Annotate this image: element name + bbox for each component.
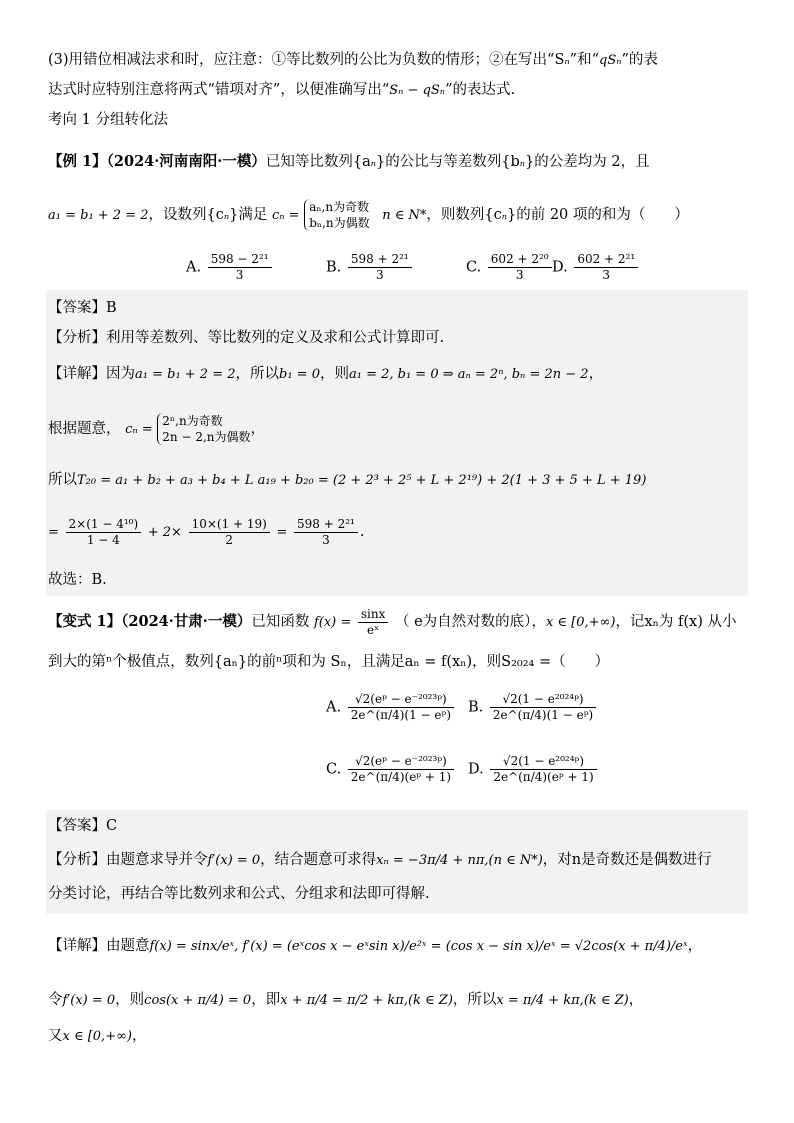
math-expr: a₁ = b₁ + 2 = 2 [48,208,149,223]
example1-option-b[interactable] [326,252,414,283]
fraction-denominator: 3 [602,268,611,282]
math-expr: + 2× [147,525,182,540]
detail-text: ， [132,1028,147,1044]
fraction-numerator: √2(eᵖ − e⁻²⁰²³ᵖ) [348,754,454,770]
math-expr: a₁ = b₁ + 2 = 2 [135,367,236,382]
variant-tag: 【变式 1】 [48,613,122,630]
math-expr: xₙ = −3π/4 + nπ,(n ∈ N*) [376,853,543,868]
fraction-denominator: 1 − 4 [86,532,120,547]
math-expr: x ∈ [0,+∞) [62,1029,132,1044]
math-expr: f′(x) = 0 [207,853,261,868]
example1-detail-line3 [48,470,646,491]
detail-text: ，则 [115,992,145,1008]
variant1-option-b[interactable] [468,692,598,723]
fraction-numerator: 598 + 2²¹ [348,252,412,268]
fraction-denominator: 3 [375,268,384,282]
fraction-numerator: √2(1 − e²⁰²⁴ᵖ) [490,692,596,708]
stem-text: ，记xₙ为 f(x) 从小 [615,614,737,630]
case-line: 2n − 2,n为偶数 [162,430,251,444]
example1-answer: 【答案】B [48,300,117,316]
math-expr: n ∈ N* [382,208,427,223]
fraction-denominator: 2e^(π/4)(1 − eᵖ) [492,708,594,722]
fraction-denominator: 2e^(π/4)(1 − eᵖ) [350,708,452,722]
detail-text: 又 [48,1028,63,1044]
fraction-numerator: 602 + 2²⁰ [488,252,552,268]
option-label: D. [552,259,568,276]
detail-tag: 【详解】 [48,366,106,382]
stem-text: 已知函数 [251,614,310,630]
fraction-denominator: 2e^(π/4)(eᵖ + 1) [493,770,594,784]
fraction-numerator: 2×(1 − 4¹⁰) [66,517,142,533]
stem-text: }的前 20 项的和为（ ） [507,207,689,223]
fraction-numerator: √2(eᵖ − e⁻²⁰²³ᵖ) [348,692,454,708]
variant1-detail-line3 [48,1026,147,1047]
variant1-option-d[interactable] [468,754,599,785]
variant1-stem-line1 [48,606,736,639]
stem-text: }满足 [229,207,268,223]
math-expr: x + π/4 = π/2 + kπ,(k ∈ Z) [280,993,453,1008]
detail-tag: 【详解】 [48,938,106,954]
case-line: bₙ,n为偶数 [309,216,370,230]
detail-text: ， [588,366,604,382]
method-heading: 考向 1 分组转化法 [48,112,168,128]
example1-detail-line2: 根据题意， cₙ = 2ⁿ,n为奇数 2n − 2,n为偶数 ， [48,414,266,444]
intro-line-2: 达式时应特别注意将两式“错项对齐”，以便准确写出“Sₙ − qSₙ”的表达式. [48,82,516,98]
intro-text: (3)用错位相减法求和时，应注意：①等比数列的公比为负数的情形；②在写出“S [48,52,565,68]
option-label: A. [326,699,342,716]
detail-text: 由题意 [106,938,150,954]
fraction-denominator: 2e^(π/4)(eᵖ + 1) [350,770,452,784]
detail-text: 所以 [48,472,77,488]
stem-text: ，则数列{c [426,207,502,223]
variant1-stem-line2: 到大的第ⁿ个极值点，数列{aₙ}的前ⁿ项和为 Sₙ，且满足aₙ = f(xₙ)，则S₂₀₂₄ =（ ） [48,654,610,670]
example1-stem-line2: a₁ = b₁ + 2 = 2，设数列{cₙ}满足 cₙ = aₙ,n为奇数 bₙ,n为偶数 n ∈ N*，则数列{cₙ}的前 20 项的和为（ ） [48,200,689,230]
example1-option-d[interactable] [552,252,640,283]
analysis-text: 【分析】由题意求导并令 [48,852,208,868]
stem-text: 已知等比数列{a [265,154,371,170]
detail-text: ，即 [251,992,281,1008]
math-expr: b₁ = 0 [279,367,320,382]
intro-text: ”的表达式. [445,82,516,98]
fraction-numerator: √2(1 − e²⁰²⁴ᵖ) [490,754,596,770]
option-label: D. [468,761,484,778]
intro-text: 达式时应特别注意将两式“错项对齐”，以便准确写出“ [48,82,390,98]
example1-conclusion: 故选：B. [48,572,107,588]
example-tag: 【例 1】 [48,153,107,170]
variant1-answer: 【答案】C [48,818,118,834]
variant1-detail-line1 [48,936,702,957]
variant1-analysis-line2: 分类讨论，再结合等比数列求和公式、分组求和法即可得解. [48,886,430,902]
example1-analysis: 【分析】利用等差数列、等比数列的定义及求和公式计算即可. [48,330,445,346]
fraction-numerator: 598 + 2²¹ [294,517,358,533]
math-expr: a₁ = 2, b₁ = 0 ⇒ aₙ = 2ⁿ, bₙ = 2n − 2 [348,367,589,382]
case-line: 2ⁿ,n为奇数 [162,414,223,428]
math-expr: x ∈ [0,+∞) [545,615,616,630]
math-expr: T₂₀ = a₁ + b₂ + a₃ + b₄ + L a₁₉ + b₂₀ = (2 + 2³ + 2⁵ + L + 2¹⁹) + 2(1 + 3 + 5 + L + 19) [77,473,647,488]
example-source: （2024·河南南阳·一模） [106,153,266,170]
variant1-option-a[interactable] [326,692,456,723]
fraction-numerator: 10×(1 + 19) [189,517,270,533]
math-expr: x = π/4 + kπ,(k ∈ Z) [496,993,629,1008]
variant1-option-c[interactable] [326,754,456,785]
math-expr: f(x) = [313,615,352,630]
stem-text: （ e为自然对数的底）， [394,614,546,630]
fraction-denominator: 3 [322,532,330,547]
stem-text: ，设数列{c [148,207,224,223]
detail-text: ，所以 [452,992,497,1008]
math-expr: f′(x) = 0 [62,993,116,1008]
detail-text: 令 [48,992,63,1008]
variant1-analysis-line1 [48,850,712,871]
example1-option-a[interactable] [186,252,274,283]
option-label: C. [326,761,342,778]
fraction-numerator: sinx [358,607,389,623]
piecewise-cases [304,199,369,231]
intro-text: ”和“ [569,52,599,68]
fraction-numerator: 602 + 2²¹ [574,252,638,268]
example1-option-c[interactable] [466,252,554,283]
fraction-denominator: eˣ [367,622,380,637]
example1-stem-line1: 【例 1】（2024·河南南阳·一模）已知等比数列{aₙ}的公比与等差数列{bₙ}的公差均为 2，且 [48,153,650,170]
detail-text: ， [628,992,644,1008]
detail-text: ，则 [319,366,349,382]
math-expr: f(x) = sinx/eˣ, f′(x) = (eˣcos x − eˣsin x)/e²ˣ = (cos x − sin x)/eˣ = √2cos(x + π/4)/eˣ [149,939,688,954]
detail-text: 因为 [106,366,135,382]
analysis-text: ，对n是奇数还是偶数进行 [542,852,712,868]
stem-text: }的公比与等差数列{b [376,154,520,170]
intro-text: ”的表 [621,52,658,68]
detail-text: ， [687,938,703,954]
analysis-text: ，结合题意可求得 [260,852,377,868]
case-line: aₙ,n为奇数 [309,200,370,214]
stem-text: }的公差均为 2，且 [525,154,650,170]
math-expr: cos(x + π/4) = 0 [144,993,252,1008]
fraction-numerator: 598 − 2²¹ [208,252,272,268]
detail-text: ，所以 [235,366,280,382]
fraction-denominator: 3 [235,268,244,282]
detail-text: 根据题意， [48,421,121,437]
variant-source: （2024·甘肃·一模） [121,613,252,630]
fraction-denominator: 2 [225,532,234,547]
option-label: C. [466,259,482,276]
example1-detail-line1 [48,364,603,385]
variant1-detail-line2 [48,990,643,1011]
option-label: B. [326,259,342,276]
piecewise-cases [157,413,250,445]
intro-line-1: (3)用错位相减法求和时，应注意：①等比数列的公比为负数的情形；②在写出“Sₙ”和“qSₙ”的表 [48,52,658,68]
fraction-denominator: 3 [515,268,524,282]
option-label: A. [186,259,202,276]
example1-detail-line4: = $\frac{\text{2×(1 − 4¹⁰)}}{1 - 4}$ + 2× $\frac{10\times(1 + 19)}{2}$ = $\frac{\text{598 + 2²¹}}{3}$ . [48,516,365,547]
option-label: B. [468,699,484,716]
